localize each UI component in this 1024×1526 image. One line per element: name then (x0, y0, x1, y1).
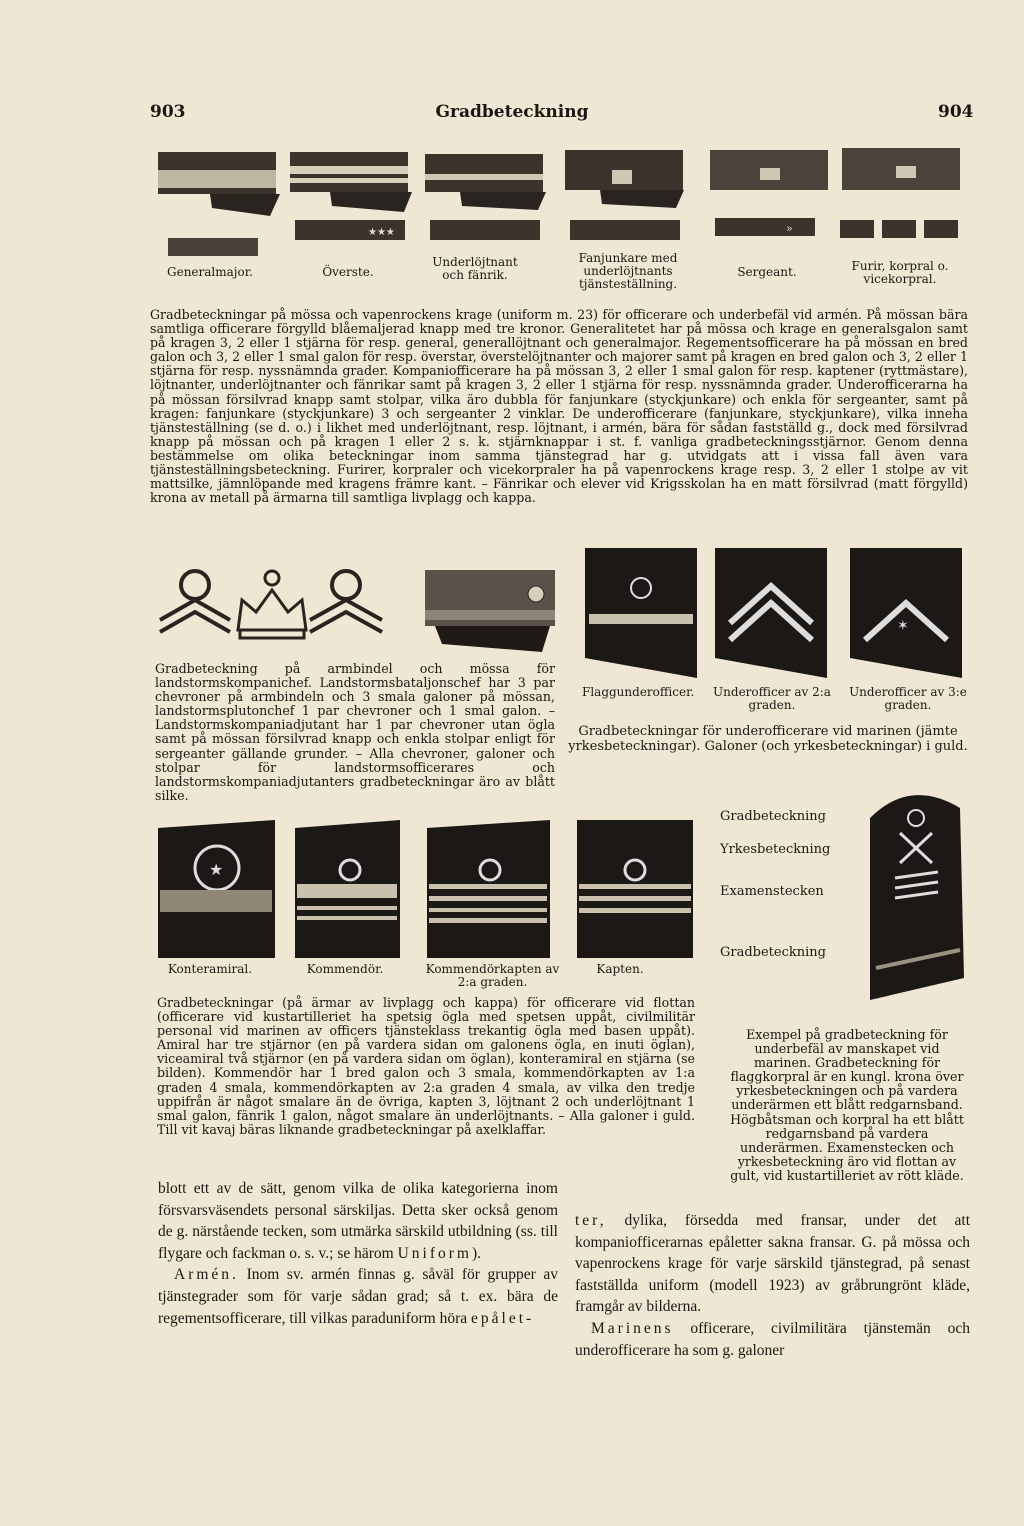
svg-text:★: ★ (209, 860, 224, 879)
caption-underofficer-3: Underofficer av 3:e graden. (849, 685, 967, 712)
body-left-ref-uniform: Uniform (397, 1244, 472, 1262)
cap-furir (840, 148, 960, 238)
svg-text:✶: ✶ (897, 618, 909, 634)
cap-overste (290, 152, 412, 240)
body-right-word-start: ter, (575, 1212, 607, 1229)
sleeve-illustration (850, 778, 970, 1008)
body-left-para-1-end: ). (471, 1244, 482, 1262)
landstorm-text: Gradbeteckning på armbindel och mössa för landstormskompanichef. Landstormsbataljonschef har 3 par chevroner på armbindeln och 3 smala galoner på mössan, landstormsplutonchef 1 par chevroner och 1 smal galon. – Landstormskompaniadjutant har 1 par chevroner utan ögla samt på mössan försilvrad knapp och enkla stolpar enligt för sergeanter gällande grunder. – Alla chevroner, galoner och stolpar för landstormsofficerares och landstormskompaniadjutanters gradbeteckningar äro av blått silke. (155, 661, 555, 803)
caption-overste: Överste. (322, 265, 374, 279)
caption-fanjunkare: Fanjunkare med underlöjtnants tjänsteställning. (578, 251, 678, 291)
landstorm-cap (425, 570, 555, 652)
landstorm-illustrations (150, 560, 570, 665)
page-number-left: 903 (150, 102, 186, 122)
caption-kapten: Kapten. (596, 962, 644, 976)
cap-generalmajor (158, 152, 280, 256)
body-left-heading-armen: Armén. (174, 1266, 239, 1284)
caption-konteramiral: Konteramiral. (167, 962, 253, 976)
cap-fanjunkare (565, 150, 684, 240)
page-number-right: 904 (938, 102, 974, 122)
marine-nco-text: Gradbeteckningar för underofficerare vid marinen (jämte yrkesbeteckningar). Galoner (och yrkesbeteckningar) i guld. (568, 724, 968, 754)
crown-emblem (238, 571, 306, 638)
navy-patch-kapten (575, 818, 695, 960)
cap-sergeant (710, 150, 828, 236)
body-right-heading-marinens: Marinens (591, 1319, 674, 1337)
navy-officer-patches (155, 818, 555, 960)
army-figure-text: Gradbeteckningar på mössa och vapenrockens krage (uniform m. 23) för officerare och underbefäl vid armén. På mössan bära samtliga officerare förgylld blåemaljerad knapp med tre kronor. Generalitetet har på mössa och krage en generalsgalon samt på kragen 3, 2 eller 1 stjärna för resp. general, generallöjtnant och generalmajor. Regementsofficerare ha på mössan en bred galon och 3, 2 eller 1 smal galon för resp. överstar, överstelöjtnanter och majorer samt på kragen en bred galon och 3, 2 eller 1 stjärna för resp. nyssnämnda grader. Kompaniofficerare ha på mössan 3, 2 eller 1 smal galon för resp. kaptener (ryttmästare), löjtnanter, underlöjtnanter och fänrikar samt på kragen 3, 2 eller 1 stjärna för resp. nyssnämnda grader. Underofficerarna ha på mössan försilvrad knapp samt stolpar, vilka äro dubbla för fanjunkare (styckjunkare) och enkla för sergeanter, samt på kragen: fanjunkare (styckjunkare) 3 och sergeanter 2 vinklar. De underofficerare (fanjunkare, styckjunkare), vilka inneha tjänsteställning (se d. o.) i likhet med underlöjtnant, resp. löjtnant, i armén, bära för sådan fastställd g., dock med försilvrad knapp på mössan och på kragen 1 eller 2 s. k. stjärnknappar i st. f. vanliga gradbeteckningsstjärnor. Genom denna bestämmelse om olika beteckningar inom samma tjänstegrad har g. utvidgats att i vissa fall även vara tjänsteställningsbeteckning. Furirer, korpraler och vicekorpraler ha på vapenrockens krage resp. 3, 2 eller 1 stolpe av vit mattsilke, jämnlöpande med kragens främre kant. – Fänrikar och elever vid Krigsskolan ha en matt försilvrad (matt förgylld) krona av metall på ärmarna till samtliga livplagg och kappa. (150, 307, 968, 506)
svg-text:★★★: ★★★ (368, 227, 395, 238)
body-right-column (575, 1210, 970, 1361)
caption-furir: Furir, korpral o. vicekorpral. (851, 259, 949, 286)
svg-text:»: » (786, 222, 793, 235)
caption-generalmajor: Generalmajor. (167, 265, 253, 279)
sleeve-label-grad: Gradbeteckning (720, 809, 826, 824)
caption-underlojtnant: Underlöjtnant och fänrik. (432, 255, 518, 282)
body-right-para-1: dylika, försedda med fransar, under det att kompaniofficerarnas epåletter sakna fransar. G. på mössa och vapenrockens krage för varje särskild tjänstegrad, på senast fastställda uniform (modell 1923) av gråbrungrönt kläde, framgår av bilderna. (575, 1212, 971, 1316)
sleeve-label-yrke: Yrkesbeteckning (720, 842, 831, 857)
body-left-para-2: Inom sv. armén finnas g. såväl för grupper av tjänstegrader som för varje sådan grad; så t. ex. bära de regementsofficerare, till vilkas paraduniform höra (158, 1266, 558, 1327)
army-cap-illustrations (150, 140, 970, 265)
caption-kommendorkapten: Kommendörkapten av 2:a graden. (425, 962, 560, 989)
body-left-column (158, 1178, 558, 1329)
sleeve-label-examen: Examenstecken (720, 884, 824, 899)
caption-underofficer-2: Underofficer av 2:a graden. (713, 685, 831, 712)
caption-kommendor: Kommendör. (306, 962, 384, 976)
sleeve-label-grad-2: Gradbeteckning (720, 945, 826, 960)
cap-underlojtnant (425, 154, 546, 240)
body-left-para-2-end: epålet- (471, 1309, 535, 1327)
navy-officer-text: Gradbeteckningar (på ärmar av livplagg och kappa) för officerare vid flottan (officerare vid kustartilleriet ha spetsig ögla med spetsen uppåt, civilmilitär personal vid marinen av officers tjänsteklass trekantig ögla med basen uppåt). Amiral har tre stjärnor (en på vardera sidan om galonens ögla, en inuti öglan), viceamiral två stjärnor (en på vardera sidan om öglan), konteramiral en stjärna (se bilden). Kommendör har 1 bred galon och 3 smala, kommendörkapten av 1:a graden 4 smala, kommendörkapten av 2:a graden 4 smala, av vilka den tredje uppifrån är något smalare än de övriga, kapten 3, löjtnant 2 och underlöjtnant 1 smal galon, fänrik 1 galon, något smalare än underlöjtnants. – Alla galoner i guld. Till vit kavaj bäras liknande gradbeteckningar på axelklaffar. (157, 995, 695, 1137)
marine-nco-patches (585, 548, 970, 683)
caption-flaggunderofficer: Flaggunderofficer. (582, 685, 695, 699)
page-title: Gradbeteckning (435, 102, 589, 122)
sleeve-text: Exempel på gradbeteckning för underbefäl av manskapet vid marinen. Gradbeteckning för flaggkorpral är en kungl. krona över yrkesbeteckningen och på vardera underärmen ett blått redgarnsband. Högbåtsman och korpral ha ett blått redgarnsband på vardera underärmen. Examenstecken och yrkesbeteckning äro vid flottan av gult, vid kustartilleriet av rött kläde. (730, 1027, 964, 1183)
body-left-para-1: blott ett av de sätt, genom vilka de olika kategorierna inom försvarsväsendets personal särskiljas. Detta sker också genom de g. närstående tecken, som utmärka särskild utbildning (ss. till flygare och fackman o. s. v.; se härom (158, 1180, 558, 1262)
body-right-para-2: officerare, civilmilitära tjänstemän och underofficerare ha som g. galoner (575, 1319, 970, 1359)
caption-sergeant: Sergeant. (737, 265, 797, 279)
